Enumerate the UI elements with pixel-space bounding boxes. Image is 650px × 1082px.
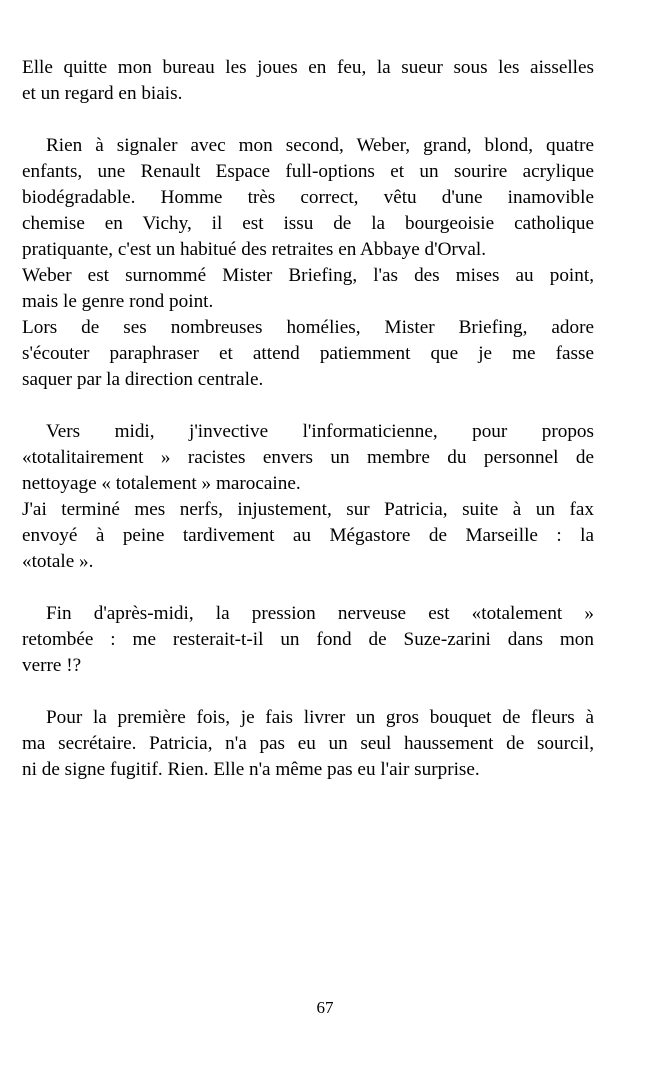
text-line: «totale ». [22, 551, 94, 572]
text-line: ni de signe fugitif. Rien. Elle n'a même pas eu l'air surprise. [22, 759, 480, 780]
paragraph [22, 133, 594, 393]
text-line: «totalitairement » racistes envers un membre du personnel de [22, 447, 594, 468]
text-line: biodégradable. Homme très correct, vêtu d'une inamovible [22, 187, 594, 208]
paragraph [22, 601, 594, 679]
text-line: pratiquante, c'est un habitué des retraites en Abbaye d'Orval. [22, 239, 487, 260]
paragraph [22, 419, 594, 575]
text-line: saquer par la direction centrale. [22, 369, 264, 390]
text-line: Rien à signaler avec mon second, Weber, grand, blond, quatre [46, 135, 594, 156]
paragraph [22, 55, 594, 107]
text-line: Elle quitte mon bureau les joues en feu, la sueur sous les aisselles [22, 57, 594, 78]
document-page [22, 55, 594, 809]
text-line: J'ai terminé mes nerfs, injustement, sur Patricia, suite à un fax [22, 499, 594, 520]
text-line: Fin d'après-midi, la pression nerveuse est «totalement » [46, 603, 594, 624]
page-number: 67 [316, 998, 334, 1017]
text-line: enfants, une Renault Espace full-options et un sourire acrylique [22, 161, 594, 182]
text-line: s'écouter paraphraser et attend patiemment que je me fasse [22, 343, 594, 364]
text-line: chemise en Vichy, il est issu de la bourgeoisie catholique [22, 213, 594, 234]
text-line: et un regard en biais. [22, 83, 183, 104]
text-line: Weber est surnommé Mister Briefing, l'as des mises au point, [22, 265, 594, 286]
text-line: ma secrétaire. Patricia, n'a pas eu un seul haussement de sourcil, [22, 733, 594, 754]
text-line: verre !? [22, 655, 82, 676]
paragraph [22, 705, 594, 783]
text-line: Vers midi, j'invective l'informaticienne, pour propos [46, 421, 594, 442]
text-line: nettoyage « totalement » marocaine. [22, 473, 301, 494]
text-line: Lors de ses nombreuses homélies, Mister Briefing, adore [22, 317, 594, 338]
text-line: retombée : me resterait-t-il un fond de Suze-zarini dans mon [22, 629, 594, 650]
text-line: mais le genre rond point. [22, 291, 214, 312]
text-line: Pour la première fois, je fais livrer un gros bouquet de fleurs à [46, 707, 594, 728]
text-line: envoyé à peine tardivement au Mégastore de Marseille : la [22, 525, 594, 546]
